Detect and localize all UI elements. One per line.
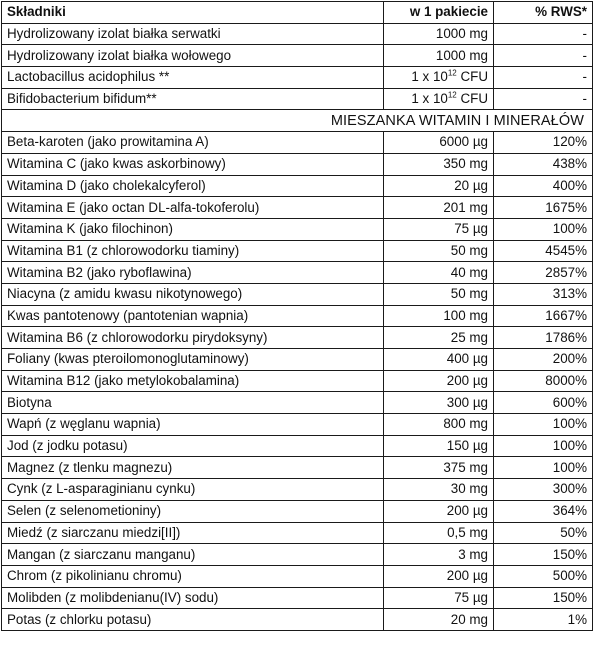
ingredient-rws: 200% — [494, 349, 593, 371]
ingredient-amount — [384, 88, 494, 110]
ingredient-rws: - — [494, 67, 593, 89]
table-row — [2, 283, 593, 305]
table-row — [2, 88, 593, 110]
ingredient-amount: 200 µg — [384, 565, 494, 587]
ingredient-rws: 300% — [494, 479, 593, 501]
table-row — [2, 67, 593, 89]
ingredient-name: Beta-karoten (jako prowitamina A) — [2, 132, 384, 154]
ingredient-name: Witamina B6 (z chlorowodorku pirydoksyny) — [2, 327, 384, 349]
ingredient-rws: - — [494, 88, 593, 110]
ingredient-amount: 200 µg — [384, 500, 494, 522]
ingredient-rws: 400% — [494, 175, 593, 197]
amount-unit: CFU — [456, 69, 488, 85]
ingredient-amount: 201 mg — [384, 197, 494, 219]
ingredient-rws: 100% — [494, 218, 593, 240]
table-row — [2, 479, 593, 501]
table-row — [2, 327, 593, 349]
ingredient-amount: 25 mg — [384, 327, 494, 349]
ingredient-amount: 20 µg — [384, 175, 494, 197]
table-row — [2, 45, 593, 67]
section-title: MIESZANKA WITAMIN I MINERAŁÓW — [2, 110, 593, 132]
table-row — [2, 609, 593, 631]
ingredient-name: Miedź (z siarczanu miedzi[II]) — [2, 522, 384, 544]
ingredient-amount — [384, 67, 494, 89]
ingredient-name: Cynk (z L-asparaginianu cynku) — [2, 479, 384, 501]
section-row — [2, 110, 593, 132]
ingredient-rws: 438% — [494, 153, 593, 175]
ingredient-amount: 300 µg — [384, 392, 494, 414]
header-ingredients: Składniki — [2, 2, 384, 24]
ingredient-rws: 150% — [494, 587, 593, 609]
ingredient-name: Jod (z jodku potasu) — [2, 435, 384, 457]
table-row — [2, 132, 593, 154]
amount-exponent: 12 — [447, 90, 457, 100]
ingredient-name: Witamina B12 (jako metylokobalamina) — [2, 370, 384, 392]
ingredient-rws: 500% — [494, 565, 593, 587]
ingredient-name: Potas (z chlorku potasu) — [2, 609, 384, 631]
ingredient-amount: 800 mg — [384, 414, 494, 436]
ingredient-amount: 200 µg — [384, 370, 494, 392]
ingredient-name: Chrom (z pikolinianu chromu) — [2, 565, 384, 587]
ingredient-rws: 2857% — [494, 262, 593, 284]
table-row — [2, 565, 593, 587]
ingredient-amount: 350 mg — [384, 153, 494, 175]
ingredient-rws: 1675% — [494, 197, 593, 219]
ingredient-rws: 100% — [494, 414, 593, 436]
table-row — [2, 305, 593, 327]
ingredient-name: Witamina B1 (z chlorowodorku tiaminy) — [2, 240, 384, 262]
amount-unit: CFU — [456, 91, 488, 107]
table-row — [2, 197, 593, 219]
ingredient-rws: 364% — [494, 500, 593, 522]
table-row — [2, 435, 593, 457]
table-row — [2, 500, 593, 522]
header-rws: % RWS* — [494, 2, 593, 24]
ingredient-name: Bifidobacterium bifidum** — [2, 88, 384, 110]
nutrition-table — [1, 1, 593, 631]
ingredient-name: Magnez (z tlenku magnezu) — [2, 457, 384, 479]
nutrition-facts-sheet — [1, 1, 592, 631]
ingredient-name: Foliany (kwas pteroilomonoglutaminowy) — [2, 349, 384, 371]
table-row — [2, 370, 593, 392]
ingredient-rws: 150% — [494, 544, 593, 566]
ingredient-rws: 313% — [494, 283, 593, 305]
table-row — [2, 23, 593, 45]
ingredient-amount: 50 mg — [384, 283, 494, 305]
ingredient-name: Wapń (z węglanu wapnia) — [2, 414, 384, 436]
header-row — [2, 2, 593, 24]
ingredient-name: Witamina E (jako octan DL-alfa-tokoferolu) — [2, 197, 384, 219]
ingredient-name: Witamina K (jako filochinon) — [2, 218, 384, 240]
amount-exponent: 12 — [447, 68, 457, 78]
table-row — [2, 153, 593, 175]
ingredient-amount: 50 mg — [384, 240, 494, 262]
ingredient-amount: 75 µg — [384, 587, 494, 609]
table-row — [2, 218, 593, 240]
ingredient-name: Lactobacillus acidophilus ** — [2, 67, 384, 89]
ingredient-amount: 375 mg — [384, 457, 494, 479]
table-row — [2, 414, 593, 436]
ingredient-rws: - — [494, 45, 593, 67]
ingredient-amount: 100 mg — [384, 305, 494, 327]
header-per-sachet: w 1 pakiecie — [384, 2, 494, 24]
ingredient-name: Hydrolizowany izolat białka serwatki — [2, 23, 384, 45]
amount-base: 1 x 10 — [411, 91, 448, 107]
ingredient-rws: 600% — [494, 392, 593, 414]
ingredient-name: Witamina B2 (jako ryboflawina) — [2, 262, 384, 284]
ingredient-rws: 1% — [494, 609, 593, 631]
table-row — [2, 349, 593, 371]
ingredient-rws: 8000% — [494, 370, 593, 392]
ingredient-amount: 40 mg — [384, 262, 494, 284]
ingredient-name: Niacyna (z amidu kwasu nikotynowego) — [2, 283, 384, 305]
ingredient-amount: 400 µg — [384, 349, 494, 371]
table-row — [2, 175, 593, 197]
ingredient-rws: 100% — [494, 435, 593, 457]
ingredient-amount: 75 µg — [384, 218, 494, 240]
ingredient-name: Witamina D (jako cholekalcyferol) — [2, 175, 384, 197]
ingredient-rws: 4545% — [494, 240, 593, 262]
ingredient-amount: 30 mg — [384, 479, 494, 501]
ingredient-name: Selen (z selenometioniny) — [2, 500, 384, 522]
table-row — [2, 522, 593, 544]
ingredient-rws: 120% — [494, 132, 593, 154]
ingredient-rws: 50% — [494, 522, 593, 544]
ingredient-rws: 1786% — [494, 327, 593, 349]
ingredient-amount: 6000 µg — [384, 132, 494, 154]
ingredient-name: Witamina C (jako kwas askorbinowy) — [2, 153, 384, 175]
ingredient-rws: - — [494, 23, 593, 45]
ingredient-name: Biotyna — [2, 392, 384, 414]
ingredient-amount: 20 mg — [384, 609, 494, 631]
ingredient-name: Mangan (z siarczanu manganu) — [2, 544, 384, 566]
table-row — [2, 392, 593, 414]
table-row — [2, 262, 593, 284]
ingredient-amount: 0,5 mg — [384, 522, 494, 544]
table-row — [2, 544, 593, 566]
table-row — [2, 457, 593, 479]
table-row — [2, 240, 593, 262]
ingredient-rws: 1667% — [494, 305, 593, 327]
table-row — [2, 587, 593, 609]
ingredient-name: Molibden (z molibdenianu(IV) sodu) — [2, 587, 384, 609]
amount-base: 1 x 10 — [411, 69, 448, 85]
ingredient-amount: 3 mg — [384, 544, 494, 566]
ingredient-amount: 1000 mg — [384, 23, 494, 45]
ingredient-amount: 150 µg — [384, 435, 494, 457]
ingredient-name: Kwas pantotenowy (pantotenian wapnia) — [2, 305, 384, 327]
ingredient-amount: 1000 mg — [384, 45, 494, 67]
ingredient-rws: 100% — [494, 457, 593, 479]
ingredient-name: Hydrolizowany izolat białka wołowego — [2, 45, 384, 67]
